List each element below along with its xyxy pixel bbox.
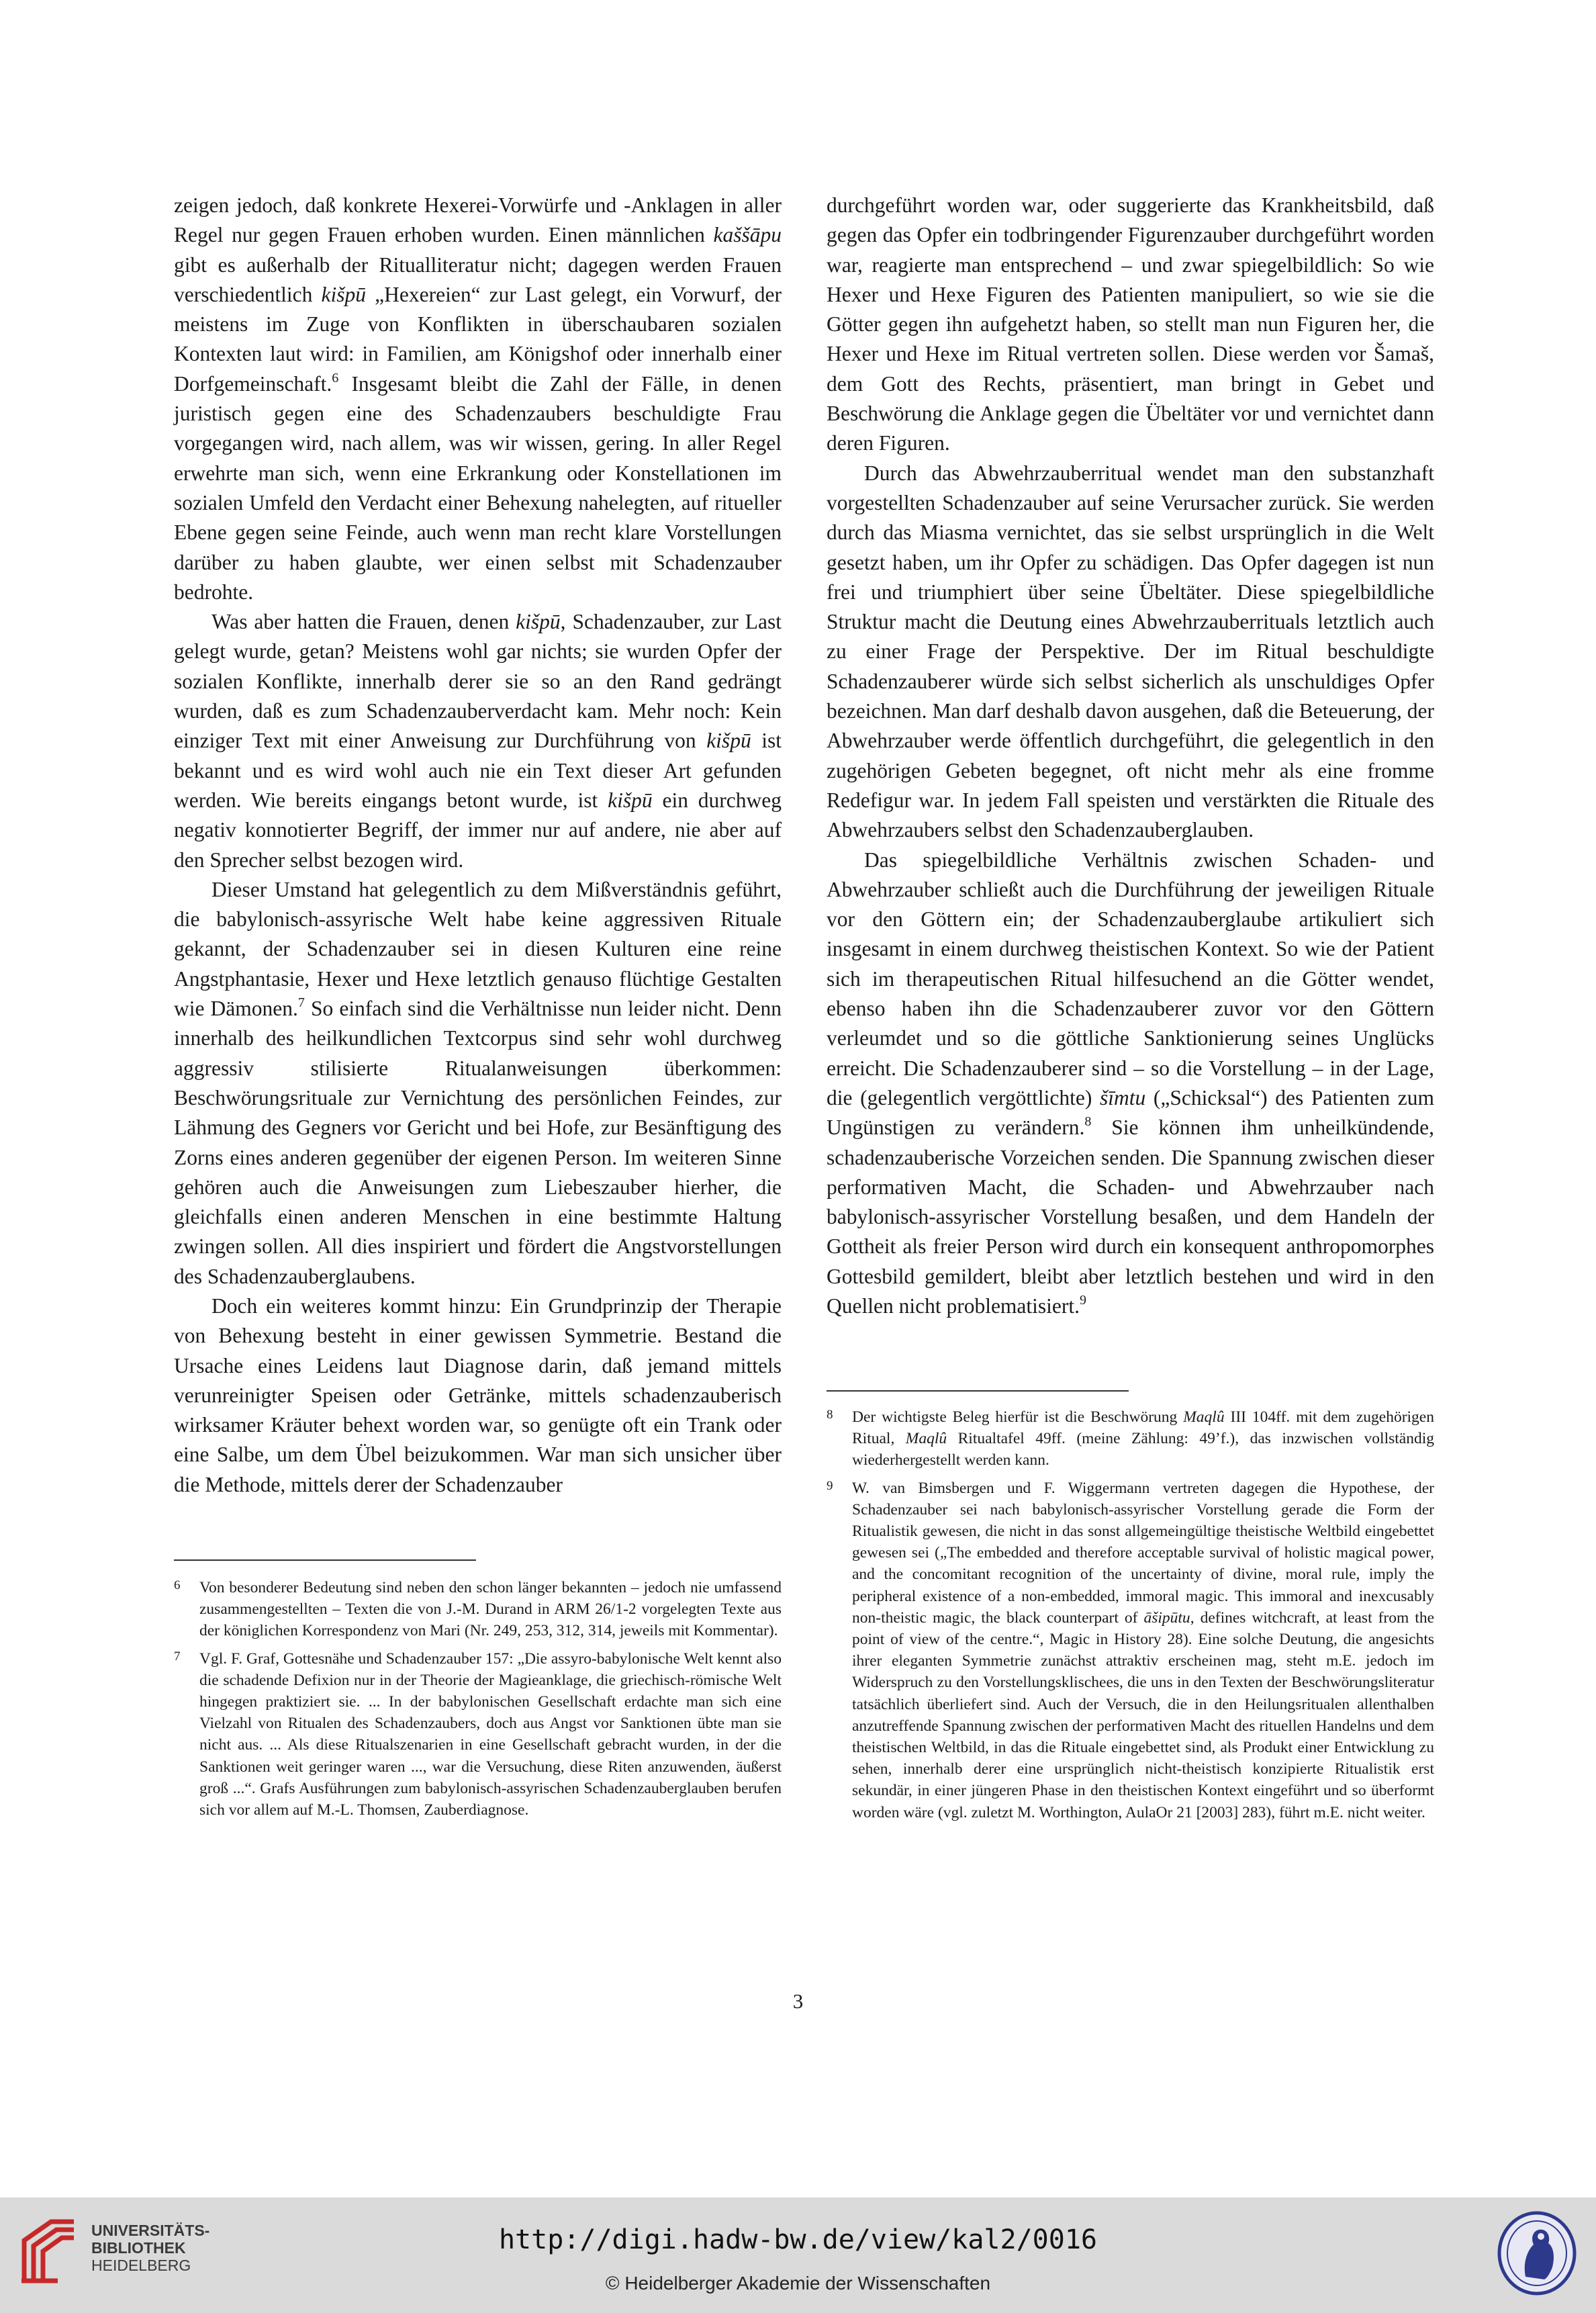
paragraph [174,191,782,607]
footer-bar [0,2197,1596,2313]
footnotes-right [827,1406,1434,1829]
library-name-line: UNIVERSITÄTS- [91,2222,210,2239]
text-run: W. van Bimsbergen und F. Wiggermann vertreten dagegen die Hypothese, der Schadenzauber sei nach babylonisch-assyrischer Vorstellung gerade die Form der Ritualistik gewesen, die nicht in das sonst allgemeingültige theistische Weltbild eingebettet gewesen sei („The embedded and therefore acceptable survival of holistic magical power, and the concomitant recognition of the uncertainty of divine, moral rule, imply the peripheral existence of a non-embedded, immoral magic. This immoral and inexcusably non-theistic magic, the black counterpart of [852,1479,1434,1627]
library-name-line: BIBLIOTHEK [91,2239,186,2257]
footnote [174,1648,782,1821]
italic-term: Maqlû [1183,1408,1225,1426]
footnote-divider [174,1559,476,1561]
paragraph [827,459,1434,846]
text-run: durchgeführt worden war, oder suggerierte das Krankheitsbild, daß gegen das Opfer ein todbringender Figurenzauber durchgeführt worden war, reagierte man entsprechend – und zwar spiegelbildlich: So wie Hexer und Hexe Figuren des Patienten manipuliert, so wie sie die Götter gegen ihn aufgehetzt haben, so stellt man nun Figuren her, die Hexer und Hexe im Ritual vertreten sollen. Diese werden vor Šamaš, dem Gott des Rechts, präsentiert, man bringt in Gebet und Beschwörung die Anklage gegen die Übeltäter vor und vernichtet dann deren Figuren. [827,193,1434,455]
academy-seal-icon[interactable] [1496,2210,1578,2297]
paragraph [827,846,1434,1322]
paragraph [827,191,1434,459]
text-run: Ritualtafel 49ff. (meine Zählung: 49’f.), das inzwischen vollständig wiederhergestellt werden kann. [852,1430,1434,1469]
text-run: So einfach sind die Verhältnisse nun leider nicht. Denn innerhalb des heilkundlichen Textcorpus sind sehr wohl durchweg aggressiv stilisierte Ritualanweisungen überkommen: Beschwörungsrituale zur Vernichtung des persönlichen Feindes, zur Lähmung des Gegners vor Gericht und bei Hofe, zur Besänftigung des Zorns eines anderen gegenüber der eigenen Person. Im weiteren Sinne gehören auch die Anweisungen zum Liebeszauber hierher, die gleichfalls einen anderen Menschen in eine bestimmte Haltung zwingen sollen. All dies inspiriert und fördert die Angstvorstellungen des Schadenzauberglaubens. [174,997,782,1288]
paragraph [174,1291,782,1500]
footnote-ref: 8 [1084,1114,1092,1130]
text-run: III 104ff. mit dem zugehörigen Ritual, [852,1408,1434,1448]
paragraph [174,875,782,1291]
footnote-number: 8 [827,1408,833,1422]
paragraph [174,607,782,875]
left-column [174,191,782,1500]
footnote-number: 9 [827,1478,833,1493]
italic-term: kišpū [321,282,367,306]
italic-term: kišpū [516,610,561,634]
text-run: Der wichtigste Beleg hierfür ist die Beschwörung [852,1408,1184,1426]
right-column [827,191,1434,1321]
italic-term: kišpū [608,788,653,812]
italic-term: āšipūtu [1143,1608,1190,1627]
text-run: Vgl. F. Graf, Gottesnähe und Schadenzauber 157: „Die assyro-babylonische Welt kennt also die schadende Defixion nur in der Theorie der Magieanklage, die griechisch-römische Welt hingegen praktiziert sie. ... In der babylonischen Gesellschaft erdachte man sich eine Vielzahl von Ritualen des Schadenzaubers, doch aus Angst vor Sanktionen übte man sie nicht aus. ... Als diese Ritualszenarien in eine Gesellschaft gebracht wurden, in der die Sanktionen weit geringer waren ..., war die Versuchung, diese Riten anzuwenden, äußerst groß ...“. Grafs Ausführungen zum babylonisch-assyrischen Schadenzauberglauben berufen sich vor allem auf M.-L. Thomsen, Zauberdiagnose. [199,1649,782,1819]
text-run: („Schicksal“) des Patienten zum Ungünstigen zu verändern. [827,1085,1434,1140]
footnote-ref: 9 [1080,1292,1087,1308]
text-run: Dieser Umstand hat gelegentlich zu dem Mißverständnis geführt, die babylonisch-assyrische Welt habe keine aggressiven Rituale gekannt, der Schadenzauber sei in diesen Kulturen eine reine Angstphantasie, Hexer und Hexe letztlich genauso flüchtige Gestalten wie Dämonen. [174,877,782,1021]
copyright-notice: © Heidelberger Akademie der Wissenschaften [605,2273,991,2294]
footnote [827,1478,1434,1823]
footnote-ref: 7 [297,995,305,1011]
footnote-text [199,1577,782,1642]
text-run: Sie können ihm unheilkündende, schadenzauberische Vorzeichen senden. Die Spannung zwischen dieser performativen Macht, die Schaden- und Abwehrzauber nach babylonisch-assyrischer Vorstellung besaßen, und dem Handeln der Gottheit als freier Person wird durch ein konsequent anthropomorphes Gottesbild gemildert, bleibt aber letztlich bestehen und wird in den Quellen nicht problematisiert. [827,1116,1434,1318]
footnote-text [852,1406,1434,1471]
text-run: zeigen jedoch, daß konkrete Hexerei-Vorwürfe und -Anklagen in aller Regel nur gegen Frauen erhoben wurden. Einen männlichen [174,193,782,247]
italic-term: kaššāpu [713,223,782,247]
page-number: 3 [792,1989,804,2013]
italic-term: kišpū [706,729,751,753]
text-run: ist bekannt und es wird wohl auch nie ein Text dieser Art gefunden werden. Wie bereits eingangs betont wurde, ist [174,729,782,812]
footnote-number: 7 [174,1649,181,1664]
text-run: „Hexereien“ zur Last gelegt, ein Vorwurf, der meistens im Zuge von Konflikten in überschaubaren sozialen Kontexten laut wird: in Familien, am Königshof oder innerhalb einer Dorfgemeinschaft. [174,282,782,396]
footnote-divider [827,1390,1129,1392]
footnote [174,1577,782,1642]
text-run: Durch das Abwehrzauberritual wendet man den substanzhaft vorgestellten Schadenzauber auf seine Verursacher zurück. Sie werden durch das Miasma vernichtet, das sie selbst ursprünglich in die Welt gesetzt haben, um ihr Opfer zu schädigen. Das Opfer dagegen ist nun frei und triumphiert über seine Übeltäter. Diese spiegelbildliche Struktur macht die Deutung eines Abwehrzauberrituals letztlich auch zu einer Frage der Perspektive. Der im Ritual beschuldigte Schadenzauberer würde sich selbst sicherlich als unschuldiges Opfer bezeichnen. Man darf deshalb davon ausgehen, daß die Beteuerung, der Abwehrzauber werde öffentlich durchgeführt, die gelegentlich in den zugehörigen Gebeten begegnet, oft nicht mehr als eine fromme Redefigur war. In jedem Fall speisten und verstärkten die Rituale des Abwehrzaubers selbst den Schadenzauberglauben. [827,461,1434,842]
text-run: , defines witchcraft, at least from the point of view of the centre.“, Magic in History 28). Eine solche Deutung, die angesichts ihrer eleganten Symmetrie zunächst attraktiv erscheinen mag, steht m.E. jedoch im Widerspruch zu den Vorstellungsklischees, die uns in den Texten der Beschwörungsliteratur tatsächlich überliefert sind. Auch der Versuch, die in den Heilungsritualen allenthalben anzutreffende Spannung zwischen der performativen Macht des rituellen Handelns und dem theistischen Weltbild, in das die Rituale eingebettet sind, als Produkt einer Entwicklung zu sehen, innerhalb derer eine ursprünglich nicht-theistisch konzipierte Ritualistik erst sekundär, in einer jüngeren Phase in den theistischen Kontext eingeführt und so überformt worden wäre (vgl. zuletzt M. Worthington, AulaOr 21 [2003] 283), führt m.E. nicht weiter. [852,1608,1435,1821]
footnote [827,1406,1434,1471]
text-run: Doch ein weiteres kommt hinzu: Ein Grundprinzip der Therapie von Behexung besteht in einer gewissen Symmetrie. Bestand die Ursache eines Leidens laut Diagnose darin, daß jemand mittels verunreinigter Speisen oder Getränke, mittels schadenzauberisch wirksamer Kräuter behext worden war, so genügte oft ein Trank oder eine Salbe, um dem Übel beizukommen. War man sich unsicher über die Methode, mittels derer der Schadenzauber [174,1294,782,1496]
text-run: gibt es außerhalb der Ritualliteratur nicht; dagegen werden Frauen verschiedentlich [174,253,782,306]
library-name-line: HEIDELBERG [91,2257,191,2274]
text-run: Insgesamt bleibt die Zahl der Fälle, in denen juristisch gegen eine des Schadenzaubers beschuldigte Frau vorgegangen wird, nach allem, was wir wissen, gering. In aller Regel erwehrte man sich, wenn eine Erkrankung oder Konstellationen im sozialen Umfeld den Verdacht einer Behexung nahelegten, auf ritueller Ebene gegen seine Feinde, auch wenn man recht klare Vorstellungen darüber zu haben glaubte, wer einen selbst mit Schadenzauber bedrohte. [174,371,782,604]
footnote-text [199,1648,782,1821]
text-run: Was aber hatten die Frauen, denen [212,610,516,634]
italic-term: šīmtu [1100,1085,1146,1109]
text-run: ein durchweg negativ konnotierter Begriff, der immer nur auf andere, nie aber auf den Sprecher selbst bezogen wird. [174,788,782,872]
footnote-ref: 6 [332,370,339,386]
footnotes-left [174,1577,782,1827]
page-url-link[interactable]: http://digi.hadw-bw.de/view/kal2/0016 [498,2224,1098,2255]
footnote-text [852,1478,1434,1823]
italic-term: Maqlû [905,1430,947,1448]
footnote-number: 6 [174,1578,181,1592]
text-run: Das spiegelbildliche Verhältnis zwischen Schaden- und Abwehrzauber schließt auch die Durchführung der jeweiligen Rituale vor den Göttern ein; der Schadenzauberglaube artikuliert sich insgesamt in einem durchweg theistischen Kontext. So wie der Patient sich im therapeutischen Ritual hilfesuchend an die Götter wendet, ebenso haben ihn die Schadenzauberer zuvor vor den Göttern verleumdet und so die göttliche Sanktionierung seines Unglücks erreicht. Die Schadenzauberer sind – so die Vorstellung – in der Lage, die (gelegentlich vergöttlichte) [827,848,1434,1109]
text-run: Von besonderer Bedeutung sind neben den schon länger bekannten – jedoch nie umfassend zusammengestellten – Texten die von J.-M. Durand in ARM 26/1-2 vorgelegten Texte aus der königlichen Korrespondenz von Mari (Nr. 249, 253, 312, 314, jeweils mit Kommentar). [199,1579,782,1640]
text-run: , Schadenzauber, zur Last gelegt wurde, getan? Meistens wohl gar nichts; sie wurden Opfer der sozialen Konflikte, innerhalb derer sie so an den Rand gedrängt wurden, daß es zum Schadenzauberverdacht kam. Mehr noch: Kein einziger Text mit einer Anweisung zur Durchführung von [174,610,782,753]
